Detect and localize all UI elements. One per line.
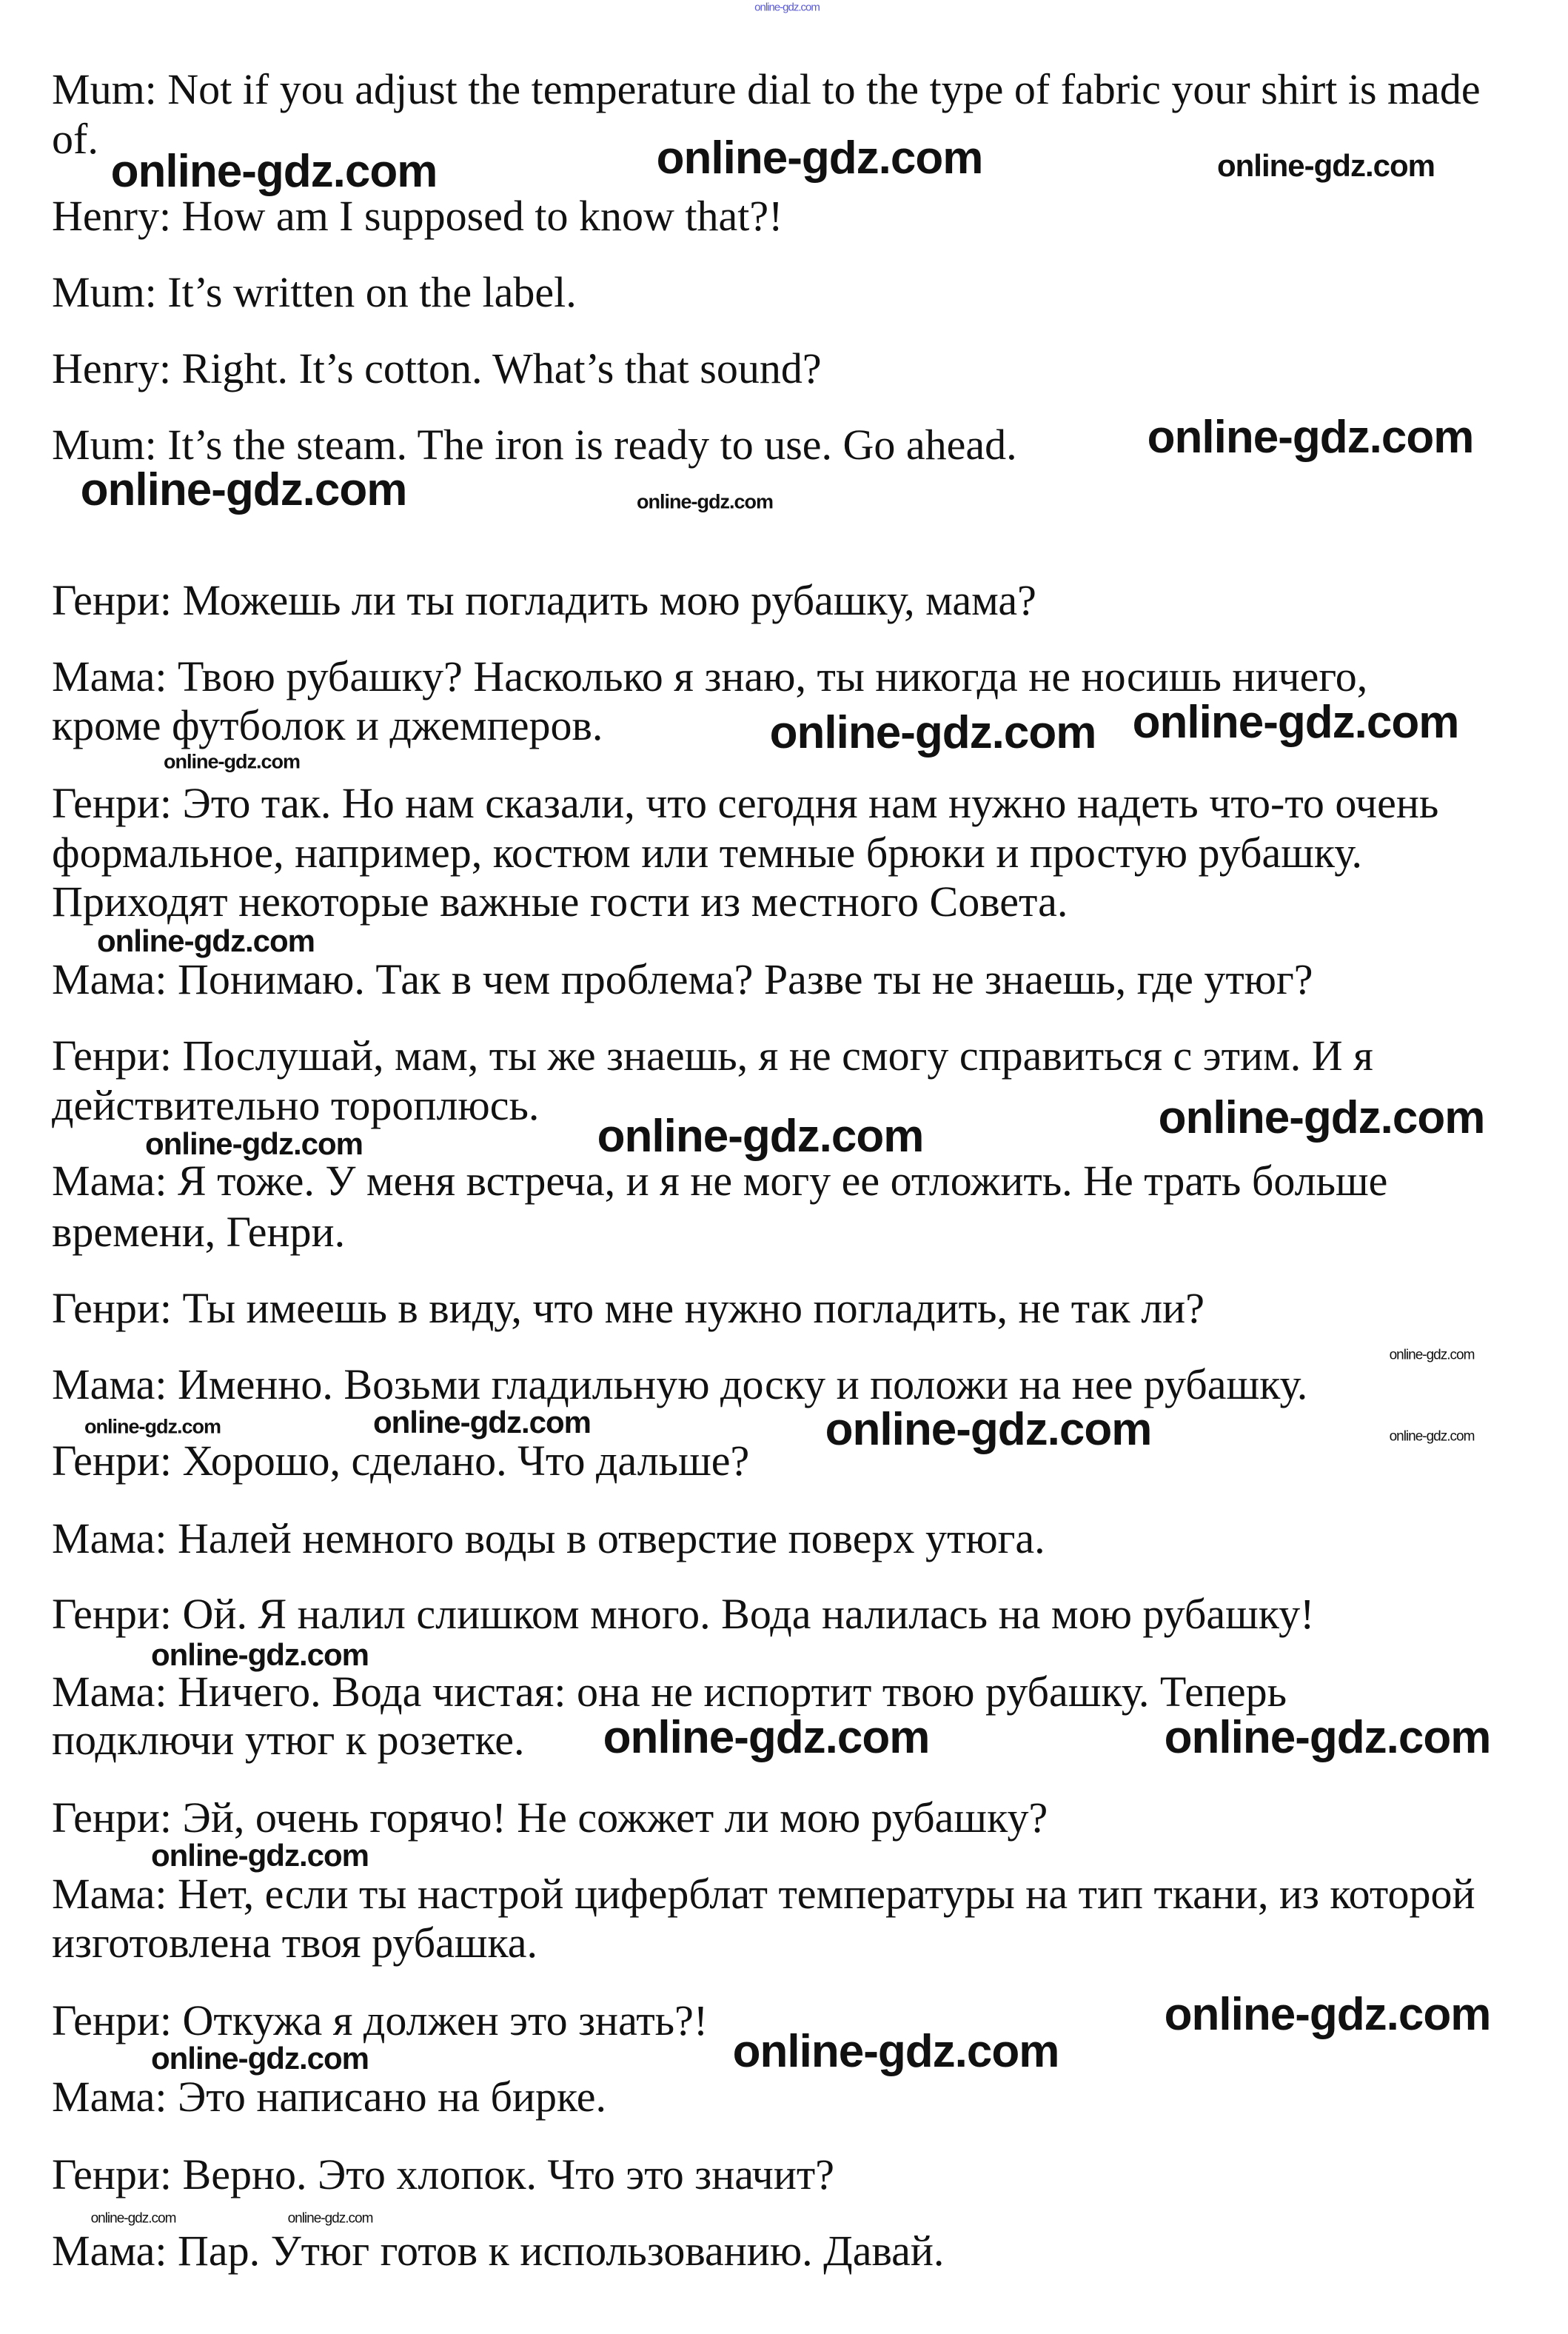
dialogue-line: Мама: Это написано на бирке. [52,2073,606,2121]
dialogue-line: формальное, например, костюм или темные брюки и простую рубашку. [52,829,1362,877]
dialogue-line: Мама: Я тоже. У меня встреча, и я не могу ее отложить. Не трать больше [52,1157,1388,1205]
watermark: online-gdz.com [80,464,407,515]
watermark: online-gdz.com [151,1637,369,1672]
dialogue-line: Henry: How am I supposed to know that?! [52,192,783,240]
dialogue-line: Генри: Послушай, мам, ты же знаешь, я не смогу справиться с этим. И я [52,1031,1373,1080]
watermark: online-gdz.com [597,1111,924,1162]
watermark: online-gdz.com [637,490,773,513]
watermark: online-gdz.com [373,1405,591,1439]
dialogue-line: Генри: Можешь ли ты погладить мою рубашку, мама? [52,576,1036,624]
watermark: online-gdz.com [754,1,820,14]
dialogue-line: Генри: Ой. Я налил слишком много. Вода налилась на мою рубашку! [52,1590,1315,1638]
dialogue-line: Генри: Хорошо, сделано. Что дальше? [52,1437,750,1485]
dialogue-line: Мама: Ничего. Вода чистая: она не испортит твою рубашку. Теперь [52,1668,1287,1716]
watermark: online-gdz.com [1217,148,1435,183]
dialogue-line: Mum: It’s written on the label. [52,268,577,316]
watermark: online-gdz.com [287,2210,373,2227]
watermark: online-gdz.com [1164,1712,1491,1763]
dialogue-line: Мама: Понимаю. Так в чем проблема? Разве ты не знаешь, где утюг? [52,955,1313,1003]
dialogue-line: времени, Генри. [52,1208,346,1256]
dialogue-line: Мама: Именно. Возьми гладильную доску и положи на нее рубашку. [52,1360,1308,1408]
watermark: online-gdz.com [97,923,315,958]
dialogue-line: Генри: Откужа я должен это знать?! [52,1996,708,2044]
watermark: online-gdz.com [151,1838,369,1873]
watermark: online-gdz.com [164,750,300,773]
dialogue-line: Мама: Твою рубашку? Насколько я знаю, ты никогда не носишь ничего, [52,652,1368,700]
dialogue-line: Генри: Верно. Это хлопок. Что это значит? [52,2150,834,2198]
watermark: online-gdz.com [90,2210,176,2227]
dialogue-line: действительно тороплюсь. [52,1081,540,1129]
watermark: online-gdz.com [1132,697,1459,748]
dialogue-line: Приходят некоторые важные гости из местного Совета. [52,877,1068,926]
dialogue-line: подключи утюг к розетке. [52,1716,525,1764]
watermark: online-gdz.com [769,707,1096,758]
watermark: online-gdz.com [1147,412,1474,463]
watermark: online-gdz.com [603,1712,930,1763]
watermark: online-gdz.com [110,146,438,197]
dialogue-line: Мама: Пар. Утюг готов к использованию. Давай. [52,2227,945,2275]
dialogue-line: Мама: Налей немного воды в отверстие поверх утюга. [52,1514,1045,1562]
dialogue-line: Генри: Ты имеешь в виду, что мне нужно погладить, не так ли? [52,1284,1205,1332]
dialogue-line: Генри: Это так. Но нам сказали, что сегодня нам нужно надеть что-то очень [52,779,1439,827]
watermark: online-gdz.com [1158,1092,1485,1143]
dialogue-line: изготовлена твоя рубашка. [52,1919,538,1967]
watermark: online-gdz.com [151,2041,369,2076]
dialogue-line: of. [52,115,98,163]
watermark: online-gdz.com [145,1126,363,1161]
watermark: online-gdz.com [84,1415,221,1438]
watermark: online-gdz.com [656,133,983,184]
dialogue-line: Mum: It’s the steam. The iron is ready to use. Go ahead. [52,421,1017,469]
watermark: online-gdz.com [1164,1989,1491,2040]
watermark: online-gdz.com [825,1404,1152,1455]
dialogue-line: Генри: Эй, очень горячо! Не сожжет ли мою рубашку? [52,1793,1048,1842]
dialogue-line: Henry: Right. It’s cotton. What’s that sound? [52,344,822,392]
watermark: online-gdz.com [1389,1428,1475,1445]
dialogue-line: Мама: Нет, если ты настрой циферблат температуры на тип ткани, из которой [52,1870,1475,1918]
dialogue-line: кроме футболок и джемперов. [52,701,603,749]
dialogue-line: Mum: Not if you adjust the temperature dial to the type of fabric your shirt is made [52,65,1481,113]
watermark: online-gdz.com [1389,1347,1475,1363]
watermark: online-gdz.com [732,2026,1059,2077]
